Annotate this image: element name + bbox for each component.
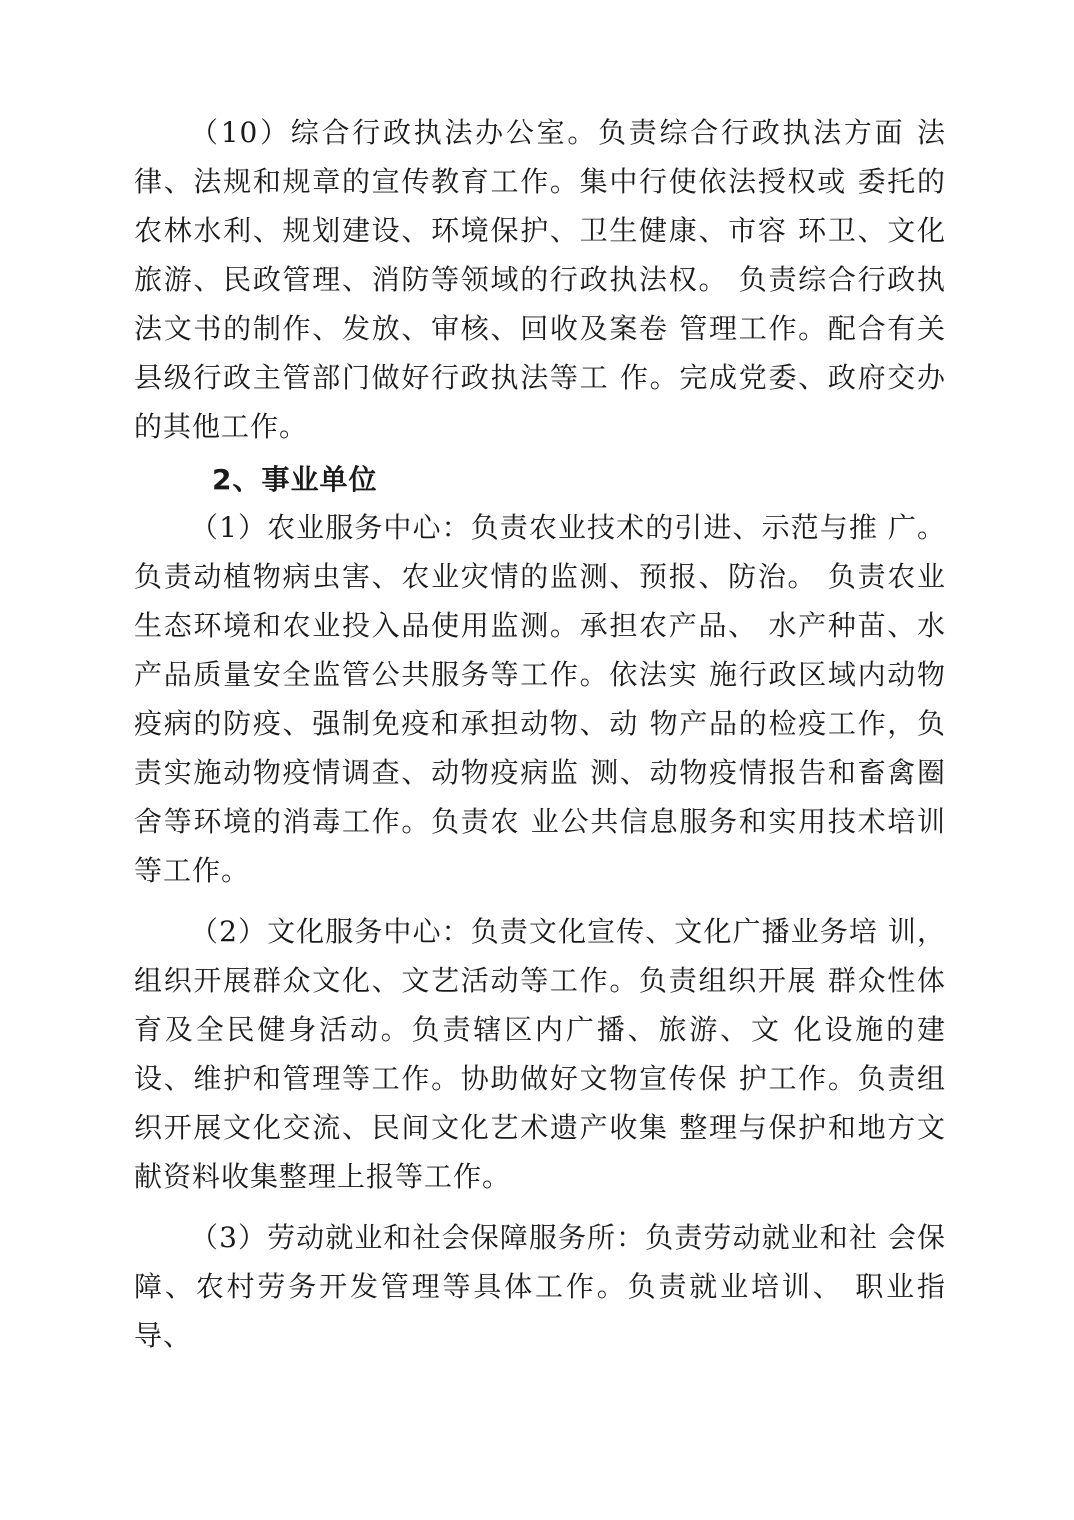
section-heading-public-institutions: 2、事业单位 [212, 463, 378, 496]
paragraph-labor-social-security-office: （3）劳动就业和社会保障服务所：负责劳动就业和社 会保障、农村劳务开发管理等具体工作。负责就业培训、 职业指导、 [134, 1221, 946, 1352]
paragraph-admin-office-10: （10）综合行政执法办公室。负责综合行政执法方面 法律、法规和规章的宣传教育工作。集中行使依法授权或 委托的农林水利、规划建设、环境保护、卫生健康、市容 环卫、文化旅游、民政管理、消防等领域的行政执法权。 负责综合行政执法文书的制作、发放、审核、回收及案卷 管理工作。配合有关县级行政主管部门做好行政执法等工 作。完成党委、政府交办的其他工作。 [134, 116, 946, 443]
document-page [134, 108, 946, 1360]
paragraph-culture-service-center: （2）文化服务中心：负责文化宣传、文化广播业务培 训，组织开展群众文化、文艺活动等工作。负责组织开展 群众性体育及全民健身活动。负责辖区内广播、旅游、文 化设施的建设、维护和管理等工作。协助做好文物宣传保 护工作。负责组织开展文化交流、民间文化艺术遗产收集 整理与保护和地方文献资料收集整理上报等工作。 [134, 915, 946, 1193]
paragraph-agriculture-service-center: （1）农业服务中心：负责农业技术的引进、示范与推 广。负责动植物病虫害、农业灾情的监测、预报、防治。 负责农业生态环境和农业投入品使用监测。承担农产品、 水产种苗、水产品质量安全监管公共服务等工作。依法实 施行政区域内动物疫病的防疫、强制免疫和承担动物、动 物产品的检疫工作，负责实施动物疫情调查、动物疫病监 测、动物疫情报告和畜禽圈舍等环境的消毒工作。负责农 业公共信息服务和实用技术培训等工作。 [134, 511, 946, 887]
